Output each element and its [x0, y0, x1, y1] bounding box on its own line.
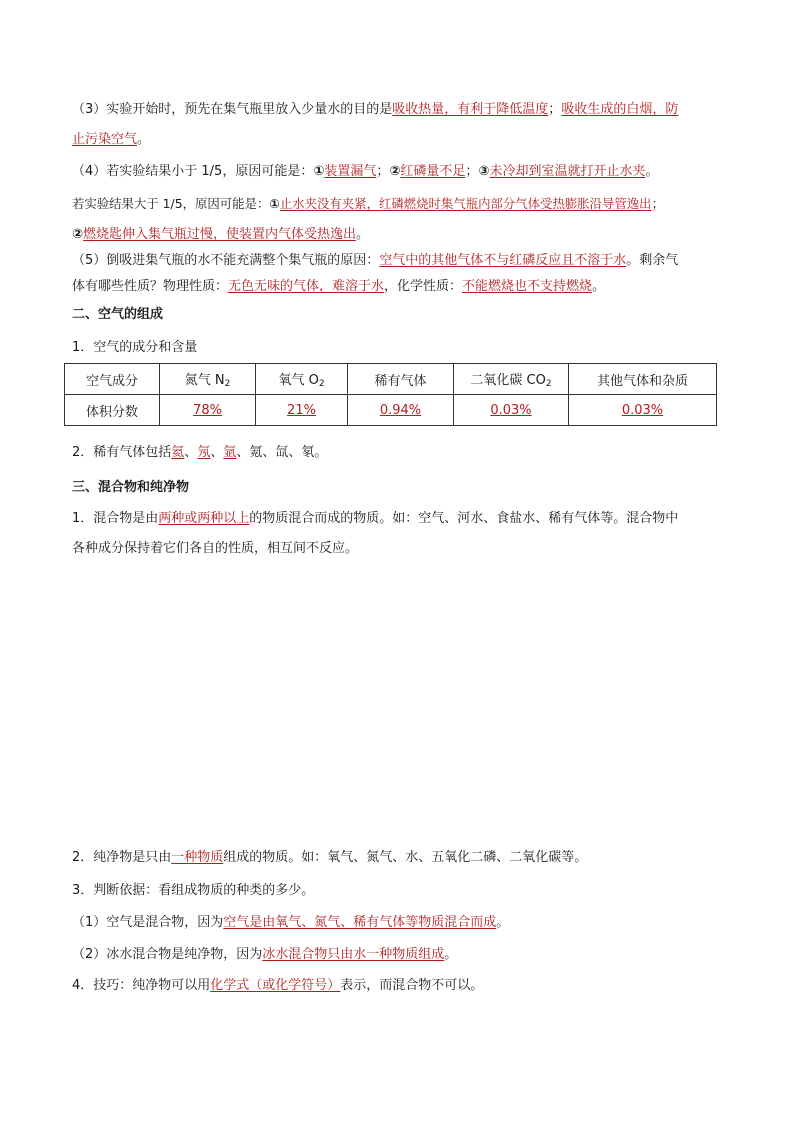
- p4-end: 。: [645, 164, 659, 179]
- item-2-gas-2: 氖: [197, 445, 211, 460]
- pure-substance-definition: [72, 848, 732, 868]
- p4b-answer-1: 止水夹没有夹紧，红磷燃烧时集气瓶内部分气体受热膨胀沿导管逸出: [279, 196, 652, 211]
- p4-prefix: （4）若实验结果小于 1/5，原因可能是：: [72, 164, 314, 179]
- m3a-prefix: （1）空气是混合物，因为: [72, 915, 224, 930]
- m1-answer: 两种或两种以上: [158, 511, 250, 526]
- table-cell: 0.03%: [454, 395, 569, 426]
- paragraph-3-cont: [72, 130, 732, 150]
- m3a-answer: 空气是由氧气、氮气、稀有气体等物质混合而成: [223, 915, 497, 930]
- m2-suffix: 组成的物质。如：氧气、氮气、水、五氧化二磷、二氧化碳等。: [223, 850, 588, 865]
- item-2-gas-1: 氦: [171, 445, 185, 460]
- mixture-definition: [72, 509, 732, 529]
- paragraph-4b: [72, 194, 732, 214]
- item-2-gas-3: 氩: [223, 445, 237, 460]
- p5-line2: 体有哪些性质？物理性质：: [72, 279, 229, 294]
- table-header-cell: 氧气 $O_2$: [256, 364, 348, 395]
- p4b-end: 。: [356, 227, 370, 242]
- m1-prefix: 1．混合物是由: [72, 511, 159, 526]
- p5-physical: 无色无味的气体，难溶于水: [228, 279, 385, 294]
- table-row: [65, 395, 717, 426]
- m4-suffix: 表示，而混合物不可以。: [340, 978, 484, 993]
- composition-table: [64, 363, 717, 426]
- p3-end: 。: [137, 132, 151, 147]
- paragraph-3: [72, 100, 732, 120]
- table-cell: 0.94%: [348, 395, 454, 426]
- p4-sep-1: ；: [376, 164, 390, 179]
- m2-prefix: 2．纯净物是只由: [72, 850, 172, 865]
- section-2-heading: 二、空气的组成: [72, 307, 164, 322]
- p4-answer-2: 红磷量不足: [400, 164, 466, 179]
- p3-sep: ；: [548, 102, 562, 117]
- m2-answer: 一种物质: [171, 850, 224, 865]
- p3-answer-2: 吸收生成的白烟，防: [561, 102, 679, 117]
- p4-num-2: ②: [389, 164, 401, 179]
- table-header-row: [65, 364, 717, 395]
- p4-answer-1: 装置漏气: [324, 164, 377, 179]
- tip: [72, 976, 732, 996]
- table-header-cell: 氮气 $N_2$: [160, 364, 256, 395]
- p5-end: 。: [592, 279, 606, 294]
- table-row-label: 体积分数: [65, 395, 160, 426]
- paragraph-4: [72, 162, 732, 182]
- table-header-cell: 二氧化碳 $CO_2$: [454, 364, 569, 395]
- table-header-cell: 稀有气体: [348, 364, 454, 395]
- p3-answer-1: 吸收热量，有利于降低温度: [392, 102, 549, 117]
- judgement-1: [72, 913, 732, 933]
- paragraph-4b-cont: [72, 225, 732, 245]
- p4-num-3: ③: [478, 164, 490, 179]
- item-2-sep-2: 、: [210, 445, 224, 460]
- p4-num-1: ①: [313, 164, 325, 179]
- judgement-basis: 3．判断依据：看组成物质的种类的多少。: [72, 883, 315, 898]
- item-2-rest: 、氪、氙、氡。: [236, 445, 328, 460]
- m3b-end: 。: [444, 947, 458, 962]
- m1-suffix: 的物质混合而成的物质。如：空气、河水、食盐水、稀有气体等。混合物中: [249, 511, 679, 526]
- p3-answer-2b: 止污染空气: [72, 132, 138, 147]
- m4-prefix: 4．技巧：纯净物可以用: [72, 978, 211, 993]
- p5-chemical: 不能燃烧也不支持燃烧: [462, 279, 593, 294]
- paragraph-5: [72, 251, 732, 271]
- m3b-answer: 冰水混合物只由水一种物质组成: [262, 947, 445, 962]
- p4-sep-2: ；: [465, 164, 479, 179]
- table-cell: 0.03%: [569, 395, 717, 426]
- p3-prefix: （3）实验开始时，预先在集气瓶里放入少量水的目的是: [72, 102, 393, 117]
- p4-answer-3: 未冷却到室温就打开止水夹: [489, 164, 646, 179]
- table-header-cell: 空气成分: [65, 364, 160, 395]
- table-header-cell: 其他气体和杂质: [569, 364, 717, 395]
- item-2-sep-1: 、: [184, 445, 198, 460]
- p4b-num-2: ②: [72, 227, 84, 242]
- m3a-end: 。: [496, 915, 510, 930]
- p5-mid: ，化学性质：: [384, 279, 463, 294]
- p5-answer: 空气中的其他气体不与红磷反应且不溶于水: [379, 253, 627, 268]
- item-1-text: 1．空气的成分和含量: [72, 340, 198, 355]
- item-2-prefix: 2．稀有气体包括: [72, 445, 172, 460]
- judgement-2: [72, 945, 732, 965]
- table-cell: 78%: [160, 395, 256, 426]
- p4b-answer-2: 燃烧匙伸入集气瓶过慢，使装置内气体受热逸出: [83, 227, 357, 242]
- p5-suffix: 。剩余气: [626, 253, 679, 268]
- m4-answer: 化学式（或化学符号）: [210, 978, 341, 993]
- paragraph-5-cont: [72, 277, 732, 297]
- p4b-num-1: ①: [269, 196, 280, 211]
- p5-prefix: （5）倒吸进集气瓶的水不能充满整个集气瓶的原因：: [72, 253, 380, 268]
- mixture-definition-cont: 各种成分保持着它们各自的性质，相互间不反应。: [72, 541, 359, 556]
- p4b-prefix: 若实验结果大于 1/5，原因可能是：: [72, 196, 270, 211]
- section-3-heading: 三、混合物和纯净物: [72, 480, 190, 495]
- p4b-sep-1: ；: [651, 196, 664, 211]
- item-2: [72, 443, 732, 463]
- table-cell: 21%: [256, 395, 348, 426]
- m3b-prefix: （2）冰水混合物是纯净物，因为: [72, 947, 263, 962]
